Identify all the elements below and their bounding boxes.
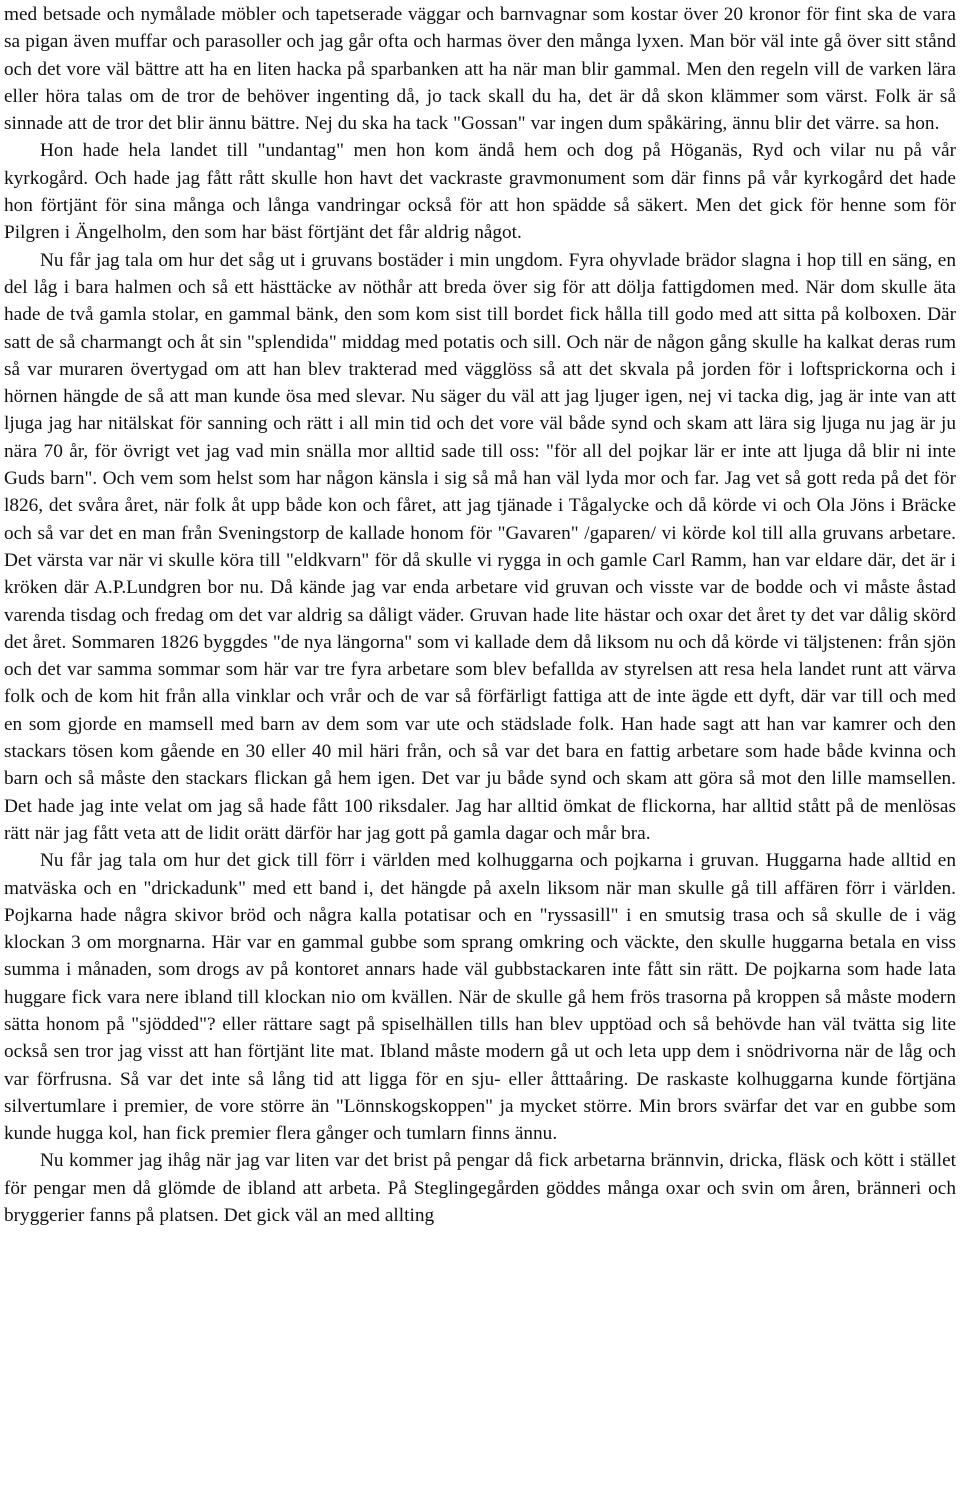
paragraph-kolhuggarna: Nu får jag tala om hur det gick till förr i världen med kolhuggarna och pojkarna i gruvan. Huggarna hade alltid en matväska och en "drickadunk" med ett band i, det hängde på axeln liksom när man skulle gå till affären förr i världen. Pojkarna hade några skivor bröd och några kalla potatisar och en "ryssasill" i en smutsig trasa och så skulle de i väg klockan 3 om morgnarna. Här var en gammal gubbe som sprang omkring och väckte, den skulle huggarna betala en viss summa i månaden, som drogs av på kontoret annars hade väl gubbstackaren inte fått sin rätt. De pojkarna som hade lata huggare fick vara nere ibland till klockan nio om kvällen. När de skulle gå hem frös trasorna på kroppen så måste modern sätta honom på "sjödded"? eller rättare sagt på spiselhällen tills han blev upptöad och så behövde han väl tvätta sig lite också sen tror jag visst att han förtjänt lite mat. Ibland måste modern gå ut och leta upp dem i snödrivorna när de låg och var förfrusna. Så var det inte så lång tid att ligga för en sju- eller åtttaåring. De raskaste kolhuggarna kunde förtjäna silvertumlare i premier, de vore större än "Lönnskogskoppen" ja mycket större. Min brors svärfar det var en gubbe som kunde hugga kol, han fick premier flera gånger och tumlarn finns ännu. <box>4 850 956 1145</box>
paragraph-brist-pa-pengar: Nu kommer jag ihåg när jag var liten var det brist på pengar då fick arbetarna brännvin, dricka, fläsk och kött i stället för pengar men då glömde de ibland att arbeta. På Steglingegården göddes många oxar och svin om åren, bränneri och bryggerier fanns på platsen. Det gick väl an med allting <box>4 1150 956 1227</box>
paragraph-undantag: Hon hade hela landet till "undantag" men hon kom ändå hem och dog på Höganäs, Ryd och vilar nu på vår kyrkogård. Och hade jag fått rått skulle hon havt det vackraste gravmonument som där finns på vår kyrkogård det hade hon förtjänt för sina många och långa vandringar också för att hon spädde så säkert. Men det gick för henne som för Pilgren i Ängelholm, den som har bäst förtjänt det får aldrig något. <box>4 140 956 244</box>
paragraph-continued: med betsade och nymålade möbler och tapetserade väggar och barnvagnar som kostar över 20 kronor för fint ska de vara sa pigan även muffar och parasoller och jag går ofta och harmas över den många lyxen. Man bör väl inte gå över sitt stånd och det vore väl bättre att ha en liten hacka på sparbanken att ha när man blir gammal. Men den regeln vill de varken lära eller höra talas om de tror de behöver ingenting då, jo tack skall du ha, det är då skon klämmer som värst. Folk är så sinnade att de tror det blir ännu bättre. Nej du ska ha tack "Gossan" var ingen dum spåkäring, ännu blir det värre. sa hon. <box>4 4 956 135</box>
paragraph-gruvans-bostader: Nu får jag tala om hur det såg ut i gruvans bostäder i min ungdom. Fyra ohyvlade brädor slagna i hop till en säng, en del låg i bara halmen och så ett hästtäcke av nöthår att breda över sig för att dölja fattigdomen med. När dom skulle äta hade de två gamla stolar, en gammal bänk, den som kom sist till bordet fick hålla till godo med att sitta på kolboxen. Där satt de så charmangt och åt sin "splendida" middag med potatis och sill. Och när de någon gång skulle ha kalkat deras rum så var muraren övertygad om att han blev trakterad med vägglöss så att det skvala på jorden för i loftsprickorna och i hörnen hängde de så att man kunde ösa med slevar. Nu säger du väl att jag ljuger igen, nej vi tacka dig, jag är inte van att ljuga jag har nitälskat för sanning och rätt i all min tid och det vore väl både synd och skam att lära sig ljuga nu jag är ju nära 70 år, för övrigt vet jag vad min snälla mor alltid sade till oss: "för all del pojkar lär er inte att ljuga då blir ni inte Guds barn". Och vem som helst som har någon känsla i sig så må han väl lyda mor och far. Jag vet så gott reda på det för l826, det svåra året, när folk åt upp både kon och fåret, att jag tjänade i Tågalycke och då körde vi och Ola Jöns i Bräcke och så var det en man från Sveningstorp de kallade honom för "Gavaren" /gaparen/ vi körde kol till alla gruvans arbetare. Det värsta var när vi skulle köra till "eldkvarn" för då skulle vi rygga in och gamle Carl Ramm, han var eldare där, det är i kröken där A.P.Lundgren bor nu. Då kände jag var enda arbetare vid gruvan och visste var de bodde och vi måste åstad varenda tisdag och fredag om det var aldrig sa dåligt väder. Gruvan hade lite hästar och oxar det året ty det var dålig skörd det året. Sommaren 1826 byggdes "de nya längorna" som vi kallade dem då liksom nu och då körde vi täljstenen: från sjön och det var samma sommar som här var tre fyra arbetare som blev befallda av styrelsen att resa hela landet runt att värva folk och de kom hit från alla vinklar och vrår och de var så förfärligt fattiga att de inte ägde ett dyft, där var till och med en som gjorde en mamsell med barn av dem som var ute och städslade folk. Han hade sagt att han var kamrer och den stackars tösen kom gående en 30 eller 40 mil häri från, och så var det bara en fattig arbetare som hade både kvinna och barn och så måste den stackars flickan gå hem igen. Det var ju både synd och skam att göra så mot den lille mamsellen. Det hade jag inte velat om jag så hade fått 100 riksdaler. Jag har alltid ömkat de flickorna, har alltid stått på de menlösas rätt när jag fått veta att de lidit orätt därför har jag gott på gamla dagar och mår bra. <box>4 249 956 844</box>
